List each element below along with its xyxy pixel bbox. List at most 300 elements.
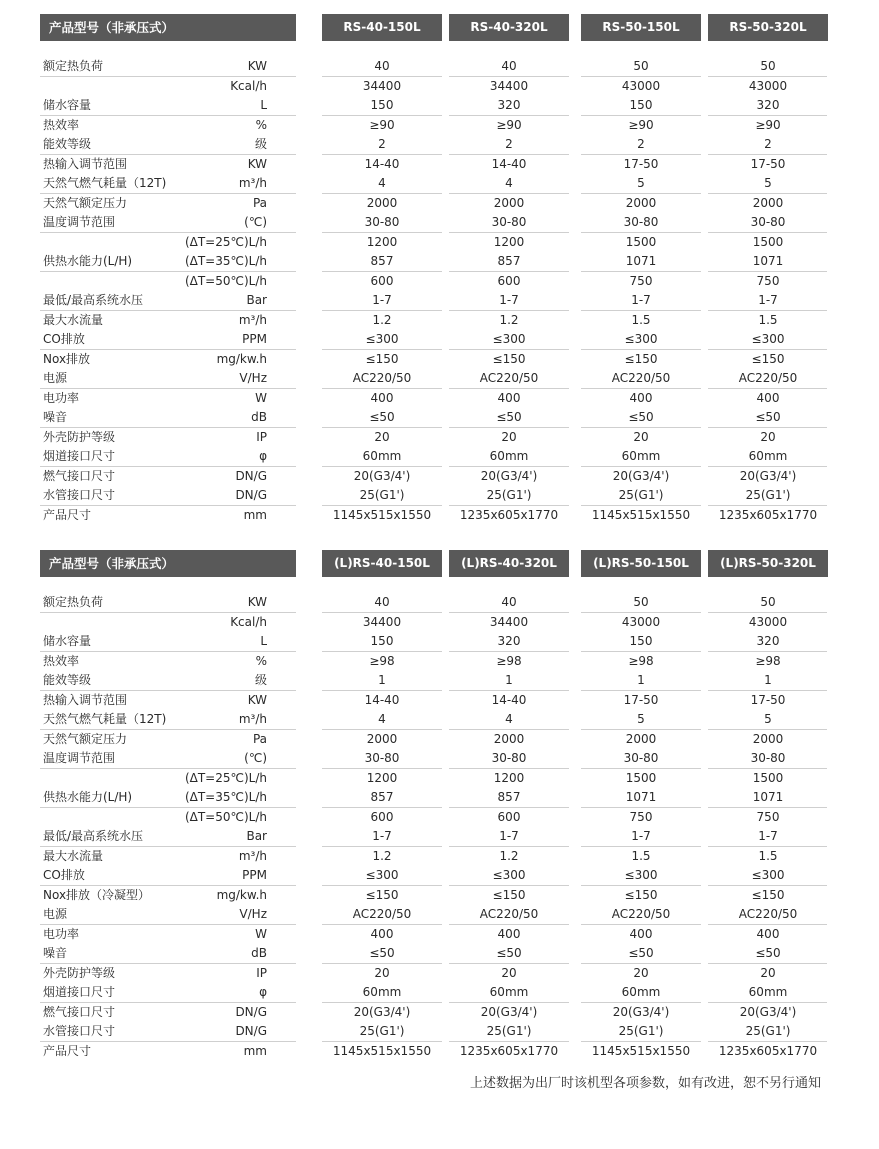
cell-value: 20(G3/4') [480, 1004, 538, 1019]
cell-value: 60mm [748, 985, 788, 999]
cell-value: 5 [637, 176, 645, 190]
cell-value: 43000 [748, 614, 788, 629]
row-unit: (ΔT=25℃)L/h [184, 770, 267, 785]
cell-value: 1071 [752, 790, 784, 804]
cell-value: ≤50 [496, 410, 522, 424]
cell-value: 1145x515x1550 [591, 1043, 691, 1058]
cell-value: ≤150 [624, 887, 658, 902]
row-unit: IP [256, 429, 267, 444]
table-row [40, 866, 827, 886]
cell-value: ≤300 [624, 332, 658, 346]
table-row [40, 408, 827, 428]
table-row [40, 905, 827, 925]
table-row [40, 983, 827, 1003]
cell-value: 25(G1') [618, 488, 664, 502]
cell-value: 320 [497, 98, 521, 112]
table-row [40, 1022, 827, 1042]
row-label: CO排放 [43, 868, 85, 882]
cell-value: 20 [760, 429, 776, 444]
cell-value: ≥90 [369, 117, 395, 132]
table-row [40, 827, 827, 847]
table-row [40, 808, 827, 828]
row-label: 热效率 [43, 117, 80, 132]
cell-value: 320 [756, 634, 780, 648]
cell-value: 750 [629, 809, 653, 824]
cell-value: 1 [764, 673, 772, 687]
cell-value: ≤300 [365, 332, 399, 346]
cell-value: AC220/50 [738, 907, 798, 921]
cell-value: 2000 [752, 731, 784, 746]
row-unit: (ΔT=50℃)L/h [184, 809, 267, 824]
table-row [40, 769, 827, 789]
cell-value: ≤300 [751, 868, 785, 882]
row-label: 天然气燃气耗量（12T) [43, 712, 167, 726]
cell-value: 20 [501, 429, 517, 444]
cell-value: 14-40 [364, 156, 400, 171]
row-label: 储水容量 [43, 634, 92, 648]
table-row [40, 116, 827, 136]
cell-value: 30-80 [750, 751, 786, 765]
table-row [40, 447, 827, 467]
row-label: 供热水能力(L/H) [43, 254, 133, 268]
cell-value: 14-40 [491, 156, 527, 171]
cell-value: 1-7 [499, 829, 519, 843]
table-row [40, 135, 827, 155]
row-unit: m³/h [238, 176, 267, 190]
cell-value: 50 [760, 595, 776, 609]
cell-value: 30-80 [623, 751, 659, 765]
cell-value: 400 [629, 390, 653, 405]
cell-value: ≤300 [624, 868, 658, 882]
cell-value: 43000 [621, 78, 661, 93]
cell-value: 1500 [752, 234, 784, 249]
row-label: 能效等级 [43, 673, 92, 687]
row-unit: W [255, 390, 267, 405]
row-unit: Pa [252, 731, 267, 746]
cell-value: 50 [633, 595, 649, 609]
cell-value: ≤300 [492, 868, 526, 882]
row-unit: (ΔT=50℃)L/h [184, 273, 267, 288]
cell-value: AC220/50 [738, 371, 798, 385]
cell-value: 40 [501, 59, 517, 73]
table-row [40, 77, 827, 97]
table-header [40, 14, 827, 41]
cell-value: 14-40 [364, 692, 400, 707]
cell-value: 2000 [493, 195, 525, 210]
cell-value: 1200 [366, 770, 398, 785]
row-unit: % [255, 653, 267, 668]
row-unit: KW [247, 692, 267, 707]
cell-value: 40 [374, 59, 390, 73]
spec-table-2 [40, 550, 827, 1061]
row-label: 天然气额定压力 [43, 195, 128, 210]
cell-value: 1235x605x1770 [718, 1043, 818, 1058]
cell-value: 1500 [625, 234, 657, 249]
row-unit: (℃) [244, 751, 267, 765]
row-label: 能效等级 [43, 137, 92, 151]
table-row [40, 593, 827, 613]
row-unit: Bar [246, 293, 267, 307]
cell-value: ≤150 [365, 351, 399, 366]
cell-value: 25(G1') [618, 1024, 664, 1038]
row-unit: L [260, 634, 267, 648]
row-unit: PPM [242, 868, 267, 882]
cell-value: 34400 [489, 614, 529, 629]
cell-value: 20(G3/4') [739, 1004, 797, 1019]
table-row [40, 788, 827, 808]
table-row [40, 506, 827, 526]
row-label: 烟道接口尺寸 [43, 985, 116, 999]
table-row [40, 311, 827, 331]
cell-value: 150 [629, 98, 653, 112]
spec-table-1 [40, 14, 827, 525]
table-row [40, 613, 827, 633]
cell-value: 1.2 [372, 312, 392, 327]
row-label: 热效率 [43, 653, 80, 668]
cell-value: 20 [633, 429, 649, 444]
cell-value: 25(G1') [359, 1024, 405, 1038]
cell-value: 150 [370, 634, 394, 648]
table-row [40, 1003, 827, 1023]
cell-value: ≤50 [628, 410, 654, 424]
cell-value: 400 [370, 390, 394, 405]
cell-value: 20 [501, 965, 517, 980]
table-body [40, 593, 827, 1061]
table-row [40, 233, 827, 253]
cell-value: 1235x605x1770 [459, 1043, 559, 1058]
cell-value: 1500 [625, 770, 657, 785]
table-row [40, 213, 827, 233]
cell-value: 857 [497, 790, 521, 804]
row-label: 最低/最高系统水压 [43, 293, 144, 307]
cell-value: 400 [497, 390, 521, 405]
model-header: RS-40-320L [449, 14, 569, 41]
cell-value: ≤150 [492, 887, 526, 902]
row-unit: DN/G [235, 1004, 267, 1019]
row-label: 热输入调节范围 [43, 156, 128, 171]
table-row [40, 57, 827, 77]
table-row [40, 847, 827, 867]
cell-value: 17-50 [750, 156, 786, 171]
cell-value: 20(G3/4') [739, 468, 797, 483]
cell-value: 60mm [489, 449, 529, 463]
row-unit: PPM [242, 332, 267, 346]
table-body [40, 57, 827, 525]
cell-value: 400 [370, 926, 394, 941]
footnote: 上述数据为出厂时该机型各项参数，如有改进，恕不另行通知 [469, 1076, 821, 1091]
cell-value: 50 [760, 59, 776, 73]
row-unit: mm [243, 1043, 267, 1058]
cell-value: 4 [505, 712, 513, 726]
table-row [40, 369, 827, 389]
model-header: (L)RS-50-150L [581, 550, 701, 577]
cell-value: 1145x515x1550 [332, 507, 432, 522]
row-label: 温度调节范围 [43, 215, 116, 229]
row-unit: m³/h [238, 312, 267, 327]
cell-value: ≤50 [496, 946, 522, 960]
cell-value: 50 [633, 59, 649, 73]
row-unit: dB [251, 946, 267, 960]
cell-value: 1071 [752, 254, 784, 268]
cell-value: 400 [756, 390, 780, 405]
row-label: 燃气接口尺寸 [43, 1004, 116, 1019]
cell-value: ≤150 [365, 887, 399, 902]
cell-value: 60mm [621, 985, 661, 999]
row-label: 供热水能力(L/H) [43, 790, 133, 804]
row-label: CO排放 [43, 332, 85, 346]
cell-value: 600 [370, 809, 394, 824]
cell-value: 1.2 [499, 312, 519, 327]
cell-value: AC220/50 [479, 371, 539, 385]
row-label: 水管接口尺寸 [43, 1024, 116, 1038]
cell-value: 2 [378, 137, 386, 151]
cell-value: 1-7 [372, 829, 392, 843]
row-label: 电功率 [43, 926, 80, 941]
table-row [40, 194, 827, 214]
cell-value: 1145x515x1550 [591, 507, 691, 522]
row-unit: m³/h [238, 848, 267, 863]
row-unit: % [255, 117, 267, 132]
row-unit: (ΔT=35℃)L/h [184, 790, 267, 804]
row-unit: KW [247, 156, 267, 171]
row-label: 外壳防护等级 [43, 429, 116, 444]
row-label: 产品尺寸 [43, 507, 92, 522]
model-header: RS-50-150L [581, 14, 701, 41]
row-label: 产品尺寸 [43, 1043, 92, 1058]
row-unit: m³/h [238, 712, 267, 726]
cell-value: 4 [378, 176, 386, 190]
model-header: (L)RS-50-320L [708, 550, 828, 577]
cell-value: 1.5 [631, 848, 651, 863]
table-title: 产品型号（非承压式） [40, 550, 296, 577]
row-unit: IP [256, 965, 267, 980]
cell-value: 30-80 [491, 751, 527, 765]
cell-value: 30-80 [364, 751, 400, 765]
row-label: 噪音 [43, 410, 68, 424]
row-label: 额定热负荷 [43, 59, 104, 73]
cell-value: 20 [374, 429, 390, 444]
table-row [40, 467, 827, 487]
cell-value: 20(G3/4') [480, 468, 538, 483]
row-label: 外壳防护等级 [43, 965, 116, 980]
cell-value: 1235x605x1770 [459, 507, 559, 522]
cell-value: 34400 [362, 614, 402, 629]
cell-value: 20(G3/4') [612, 468, 670, 483]
cell-value: AC220/50 [611, 907, 671, 921]
cell-value: ≤50 [755, 946, 781, 960]
table-row [40, 964, 827, 984]
row-label: 最大水流量 [43, 848, 104, 863]
cell-value: 20 [760, 965, 776, 980]
row-unit: (ΔT=35℃)L/h [184, 254, 267, 268]
cell-value: 400 [629, 926, 653, 941]
row-unit: DN/G [235, 488, 267, 502]
cell-value: AC220/50 [611, 371, 671, 385]
table-row [40, 291, 827, 311]
cell-value: 2000 [493, 731, 525, 746]
table-row [40, 174, 827, 194]
row-label: 电源 [43, 371, 68, 385]
cell-value: 1071 [625, 790, 657, 804]
cell-value: ≥98 [628, 653, 654, 668]
cell-value: ≥90 [496, 117, 522, 132]
cell-value: ≤50 [369, 946, 395, 960]
cell-value: 1-7 [499, 293, 519, 307]
cell-value: 1200 [493, 770, 525, 785]
table-row [40, 272, 827, 292]
table-row [40, 671, 827, 691]
table-row [40, 710, 827, 730]
row-unit: 级 [254, 673, 267, 687]
cell-value: 40 [374, 595, 390, 609]
cell-value: 17-50 [750, 692, 786, 707]
model-header: (L)RS-40-320L [449, 550, 569, 577]
row-label: 噪音 [43, 946, 68, 960]
table-row [40, 652, 827, 672]
cell-value: 1-7 [631, 293, 651, 307]
row-unit: φ [259, 985, 267, 999]
cell-value: AC220/50 [352, 371, 412, 385]
cell-value: 1 [637, 673, 645, 687]
cell-value: 1200 [366, 234, 398, 249]
table-row [40, 96, 827, 116]
cell-value: 600 [370, 273, 394, 288]
cell-value: 60mm [489, 985, 529, 999]
cell-value: 20(G3/4') [612, 1004, 670, 1019]
row-unit: DN/G [235, 468, 267, 483]
cell-value: 1-7 [631, 829, 651, 843]
row-unit: W [255, 926, 267, 941]
cell-value: 150 [370, 98, 394, 112]
cell-value: 1-7 [372, 293, 392, 307]
row-unit: (ΔT=25℃)L/h [184, 234, 267, 249]
cell-value: 43000 [748, 78, 788, 93]
row-unit: mg/kw.h [216, 887, 267, 902]
table-row [40, 428, 827, 448]
cell-value: 5 [637, 712, 645, 726]
cell-value: 30-80 [623, 215, 659, 229]
row-unit: L [260, 98, 267, 112]
row-label: 最低/最高系统水压 [43, 829, 144, 843]
cell-value: ≤300 [492, 332, 526, 346]
cell-value: 1 [505, 673, 513, 687]
cell-value: 17-50 [623, 156, 659, 171]
model-header: RS-40-150L [322, 14, 442, 41]
cell-value: 1200 [493, 234, 525, 249]
table-row [40, 886, 827, 906]
row-label: 电功率 [43, 390, 80, 405]
cell-value: ≤50 [628, 946, 654, 960]
cell-value: 4 [378, 712, 386, 726]
row-label: 燃气接口尺寸 [43, 468, 116, 483]
cell-value: 43000 [621, 614, 661, 629]
cell-value: 25(G1') [745, 488, 791, 502]
cell-value: ≤150 [492, 351, 526, 366]
cell-value: 2000 [625, 195, 657, 210]
cell-value: 14-40 [491, 692, 527, 707]
row-label: 烟道接口尺寸 [43, 449, 116, 463]
cell-value: 1.2 [372, 848, 392, 863]
cell-value: 20 [374, 965, 390, 980]
cell-value: 1-7 [758, 829, 778, 843]
cell-value: 34400 [362, 78, 402, 93]
cell-value: ≥98 [755, 653, 781, 668]
cell-value: 857 [497, 254, 521, 268]
cell-value: 1235x605x1770 [718, 507, 818, 522]
table-row [40, 1042, 827, 1062]
cell-value: ≥98 [496, 653, 522, 668]
cell-value: 5 [764, 712, 772, 726]
cell-value: 320 [497, 634, 521, 648]
row-unit: KW [247, 595, 267, 609]
row-label: 水管接口尺寸 [43, 488, 116, 502]
cell-value: 1.5 [758, 312, 778, 327]
table-row [40, 749, 827, 769]
table-row [40, 330, 827, 350]
cell-value: 750 [756, 809, 780, 824]
cell-value: 1.5 [631, 312, 651, 327]
row-label: Nox排放（冷凝型） [43, 887, 151, 902]
row-unit: DN/G [235, 1024, 267, 1038]
cell-value: 1500 [752, 770, 784, 785]
cell-value: 60mm [362, 985, 402, 999]
row-unit: Pa [252, 195, 267, 210]
cell-value: 60mm [621, 449, 661, 463]
row-unit: Kcal/h [230, 78, 267, 93]
row-unit: V/Hz [239, 371, 267, 385]
table-row [40, 155, 827, 175]
cell-value: 25(G1') [745, 1024, 791, 1038]
cell-value: 1 [378, 673, 386, 687]
cell-value: 320 [756, 98, 780, 112]
table-row [40, 252, 827, 272]
row-label: 天然气额定压力 [43, 731, 128, 746]
table-row [40, 730, 827, 750]
cell-value: 400 [497, 926, 521, 941]
table-row [40, 389, 827, 409]
cell-value: AC220/50 [352, 907, 412, 921]
cell-value: 2000 [366, 731, 398, 746]
cell-value: ≤50 [755, 410, 781, 424]
table-row [40, 350, 827, 370]
table-header [40, 550, 827, 577]
cell-value: ≤150 [751, 887, 785, 902]
row-unit: V/Hz [239, 907, 267, 921]
cell-value: ≥90 [628, 117, 654, 132]
cell-value: 1-7 [758, 293, 778, 307]
row-label: Nox排放 [43, 351, 91, 366]
row-unit: (℃) [244, 215, 267, 229]
table-row [40, 944, 827, 964]
table-row [40, 925, 827, 945]
cell-value: ≥98 [369, 653, 395, 668]
cell-value: 20 [633, 965, 649, 980]
cell-value: 30-80 [364, 215, 400, 229]
cell-value: 2000 [625, 731, 657, 746]
cell-value: 2000 [366, 195, 398, 210]
row-unit: mg/kw.h [216, 351, 267, 366]
cell-value: ≥90 [755, 117, 781, 132]
cell-value: 2000 [752, 195, 784, 210]
table-row [40, 632, 827, 652]
cell-value: 17-50 [623, 692, 659, 707]
cell-value: ≤150 [751, 351, 785, 366]
cell-value: 25(G1') [486, 1024, 532, 1038]
table-row [40, 691, 827, 711]
cell-value: 20(G3/4') [353, 468, 411, 483]
cell-value: ≤50 [369, 410, 395, 424]
cell-value: 600 [497, 273, 521, 288]
